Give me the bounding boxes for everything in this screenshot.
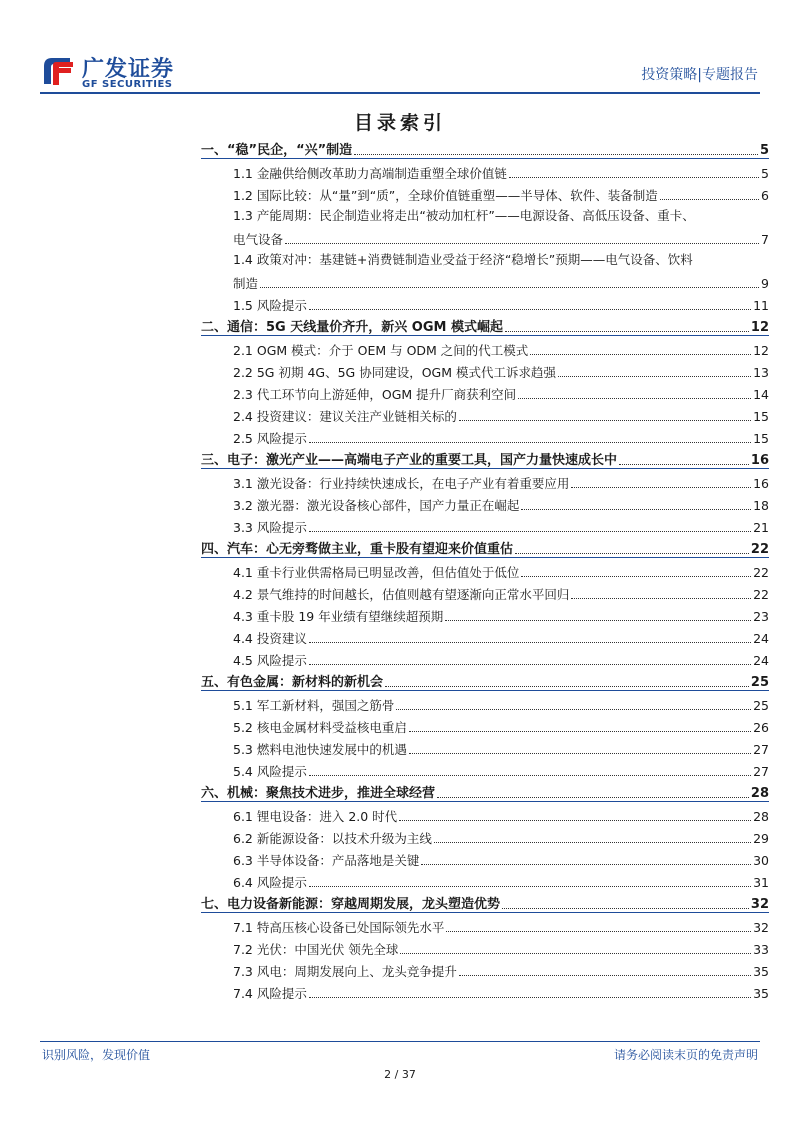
leader-dots	[660, 198, 759, 200]
toc-entry[interactable]	[201, 491, 769, 513]
toc-label: 2.3 代工环节向上游延伸，OGM 提升厂商获利空间	[233, 387, 517, 402]
toc-page: 15	[753, 409, 769, 424]
toc-page: 32	[750, 897, 769, 912]
toc-page: 33	[753, 942, 769, 957]
leader-dots	[309, 663, 751, 665]
toc-label: 2.2 5G 初期 4G、5G 协同建设，OGM 模式代工诉求趋强	[233, 365, 556, 380]
leader-dots	[437, 796, 749, 798]
toc-section[interactable]	[201, 446, 769, 469]
toc-page: 18	[753, 498, 769, 513]
leader-dots	[400, 952, 751, 954]
toc-section[interactable]	[201, 779, 769, 802]
toc-page: 28	[750, 786, 769, 801]
toc-label: 5.3 燃料电池快速发展中的机遇	[233, 742, 407, 757]
toc-label: 五、有色金属：新材料的新机会	[201, 675, 384, 690]
toc-entry[interactable]	[201, 824, 769, 846]
toc-page: 6	[761, 188, 769, 203]
toc-entry[interactable]	[201, 469, 769, 491]
toc-page: 12	[753, 343, 769, 358]
toc-label: 4.3 重卡股 19 年业绩有望继续超预期	[233, 609, 444, 624]
footer-disclaimer-note: 请务必阅读末页的免责声明	[613, 1048, 758, 1062]
toc-label: 4.4 投资建议	[233, 631, 307, 646]
toc-page: 22	[750, 542, 769, 557]
toc-page: 21	[753, 520, 769, 535]
leader-dots	[459, 419, 751, 421]
toc-page: 16	[750, 453, 769, 468]
toc-entry[interactable]	[201, 868, 769, 890]
leader-dots	[421, 863, 751, 865]
toc-page: 7	[761, 232, 769, 247]
toc-label: 7.3 风电：周期发展向上、龙头竞争提升	[233, 964, 457, 979]
toc-page: 32	[753, 920, 769, 935]
toc-label: 1.3 产能周期：民企制造业将走出“被动加杠杆”——电源设备、高低压设备、重卡、	[233, 208, 695, 223]
toc-label: 3.1 激光设备：行业持续快速成长，在电子产业有着重要应用	[233, 476, 570, 491]
toc-entry[interactable]	[201, 624, 769, 646]
toc-entry[interactable]	[201, 558, 769, 580]
toc-entry[interactable]	[201, 757, 769, 779]
leader-dots	[558, 375, 751, 377]
toc-label: 6.1 锂电设备：进入 2.0 时代	[233, 809, 398, 824]
toc-label: 4.5 风险提示	[233, 653, 307, 668]
toc-page: 25	[750, 675, 769, 690]
toc-page: 5	[761, 166, 769, 181]
toc-title: 目录索引	[353, 112, 446, 134]
leader-dots	[515, 552, 749, 554]
toc-label: 六、机械：聚焦技术进步，推进全球经营	[201, 786, 436, 801]
toc-label: 4.1 重卡行业供需格局已明显改善，但估值处于低位	[233, 565, 520, 580]
toc-page: 28	[753, 809, 769, 824]
toc-entry[interactable]	[201, 336, 769, 358]
leader-dots	[309, 774, 751, 776]
leader-dots	[409, 752, 751, 754]
toc-page: 22	[753, 587, 769, 602]
logo-name-en: GF SECURITIES	[82, 79, 173, 90]
toc-entry[interactable]	[201, 713, 769, 735]
toc-entry[interactable]	[201, 380, 769, 402]
toc-entry[interactable]	[201, 935, 769, 957]
toc-page: 26	[753, 720, 769, 735]
page-number: 2 / 37	[384, 1068, 416, 1081]
report-type-label: 投资策略|专题报告	[641, 67, 758, 83]
toc-label: 5.2 核电金属材料受益核电重启	[233, 720, 407, 735]
leader-dots	[309, 530, 751, 532]
leader-dots	[354, 153, 758, 155]
leader-dots	[309, 641, 751, 643]
toc-entry[interactable]	[201, 513, 769, 535]
toc-label: 7.2 光伏：中国光伏 领先全球	[233, 942, 399, 957]
leader-dots	[446, 930, 751, 932]
toc-label: 1.5 风险提示	[233, 298, 307, 313]
toc-label: 3.3 风险提示	[233, 520, 307, 535]
leader-dots	[521, 575, 751, 577]
footer-slogan: 识别风险，发现价值	[42, 1048, 151, 1062]
toc-entry[interactable]	[201, 402, 769, 424]
toc-label: 2.1 OGM 模式：介于 OEM 与 ODM 之间的代工模式	[233, 343, 529, 358]
toc-page: 16	[753, 476, 769, 491]
leader-dots	[409, 730, 751, 732]
leader-dots	[530, 353, 751, 355]
toc-label-cont: 制造	[233, 276, 259, 291]
page-header	[0, 0, 800, 98]
toc-section[interactable]	[201, 890, 769, 913]
toc-label: 7.4 风险提示	[233, 986, 307, 1001]
toc-page: 27	[753, 764, 769, 779]
footer-divider	[40, 1041, 760, 1042]
toc-entry[interactable]	[201, 358, 769, 380]
toc-label: 1.4 政策对冲：基建链+消费链制造业受益于经济“稳增长”预期——电气设备、饮料	[233, 252, 693, 267]
leader-dots	[571, 597, 751, 599]
leader-dots	[385, 685, 749, 687]
leader-dots	[396, 708, 751, 710]
toc-label: 4.2 景气维持的时间越长，估值则越有望逐渐向正常水平回归	[233, 587, 570, 602]
toc-entry[interactable]	[201, 291, 769, 313]
toc-section[interactable]	[201, 668, 769, 691]
leader-dots	[399, 819, 751, 821]
toc-label-cont: 电气设备	[233, 232, 284, 247]
toc-page: 31	[753, 875, 769, 890]
leader-dots	[260, 286, 759, 288]
toc-label: 6.4 风险提示	[233, 875, 307, 890]
toc-label: 2.4 投资建议：建议关注产业链相关标的	[233, 409, 457, 424]
leader-dots	[459, 974, 751, 976]
leader-dots	[509, 176, 759, 178]
toc-entry[interactable]	[201, 979, 769, 1001]
toc-page: 24	[753, 653, 769, 668]
toc-label: 7.1 特高压核心设备已处国际领先水平	[233, 920, 445, 935]
leader-dots	[521, 508, 751, 510]
leader-dots	[502, 907, 749, 909]
leader-dots	[505, 330, 749, 332]
toc-page: 30	[753, 853, 769, 868]
table-of-contents	[201, 136, 769, 1001]
toc-page: 5	[759, 143, 769, 158]
toc-label: 1.2 国际比较：从“量”到“质”，全球价值链重塑——半导体、软件、装备制造	[233, 188, 658, 203]
toc-label: 6.2 新能源设备：以技术升级为主线	[233, 831, 432, 846]
toc-label: 2.5 风险提示	[233, 431, 307, 446]
gf-logo-icon	[40, 52, 78, 90]
toc-entry[interactable]	[201, 913, 769, 935]
toc-page: 35	[753, 986, 769, 1001]
toc-page: 27	[753, 742, 769, 757]
header-divider	[40, 92, 760, 94]
company-logo	[40, 52, 220, 92]
toc-entry[interactable]	[201, 424, 769, 446]
leader-dots	[309, 308, 751, 310]
toc-section[interactable]	[201, 313, 769, 336]
toc-section[interactable]	[201, 535, 769, 558]
toc-entry[interactable]	[201, 802, 769, 824]
toc-entry[interactable]	[201, 646, 769, 668]
toc-label: 5.4 风险提示	[233, 764, 307, 779]
leader-dots	[309, 441, 751, 443]
leader-dots	[309, 885, 751, 887]
toc-entry[interactable]	[201, 846, 769, 868]
toc-entry[interactable]	[201, 691, 769, 713]
toc-entry[interactable]	[201, 247, 769, 291]
leader-dots	[619, 463, 749, 465]
toc-page: 22	[753, 565, 769, 580]
toc-page: 12	[750, 320, 769, 335]
toc-page: 29	[753, 831, 769, 846]
toc-label: 三、电子：激光产业——高端电子产业的重要工具，国产力量快速成长中	[201, 453, 618, 468]
leader-dots	[518, 397, 751, 399]
leader-dots	[571, 486, 751, 488]
leader-dots	[434, 841, 751, 843]
leader-dots	[309, 996, 751, 998]
leader-dots	[445, 619, 751, 621]
toc-entry[interactable]	[201, 602, 769, 624]
toc-entry[interactable]	[201, 181, 769, 203]
toc-page: 35	[753, 964, 769, 979]
toc-page: 9	[761, 276, 769, 291]
toc-page: 13	[753, 365, 769, 380]
toc-page: 23	[753, 609, 769, 624]
toc-label: 四、汽车：心无旁骛做主业，重卡股有望迎来价值重估	[201, 542, 514, 557]
toc-entry[interactable]	[201, 203, 769, 247]
toc-page: 11	[753, 298, 769, 313]
toc-label: 5.1 军工新材料，强国之筋骨	[233, 698, 395, 713]
toc-label: 3.2 激光器：激光设备核心部件，国产力量正在崛起	[233, 498, 520, 513]
toc-section[interactable]	[201, 136, 769, 159]
leader-dots	[285, 242, 759, 244]
toc-label: 1.1 金融供给侧改革助力高端制造重塑全球价值链	[233, 166, 507, 181]
toc-label: 一、“稳”民企，“兴”制造	[201, 143, 353, 158]
logo-name-cn: 广发证券	[82, 57, 175, 82]
toc-label: 6.3 半导体设备：产品落地是关键	[233, 853, 420, 868]
toc-label: 七、电力设备新能源：穿越周期发展，龙头塑造优势	[201, 897, 501, 912]
toc-page: 25	[753, 698, 769, 713]
toc-entry[interactable]	[201, 159, 769, 181]
toc-entry[interactable]	[201, 957, 769, 979]
toc-page: 24	[753, 631, 769, 646]
toc-page: 15	[753, 431, 769, 446]
toc-entry[interactable]	[201, 580, 769, 602]
toc-entry[interactable]	[201, 735, 769, 757]
toc-page: 14	[753, 387, 769, 402]
toc-label: 二、通信：5G 天线量价齐升，新兴 OGM 模式崛起	[201, 320, 503, 335]
